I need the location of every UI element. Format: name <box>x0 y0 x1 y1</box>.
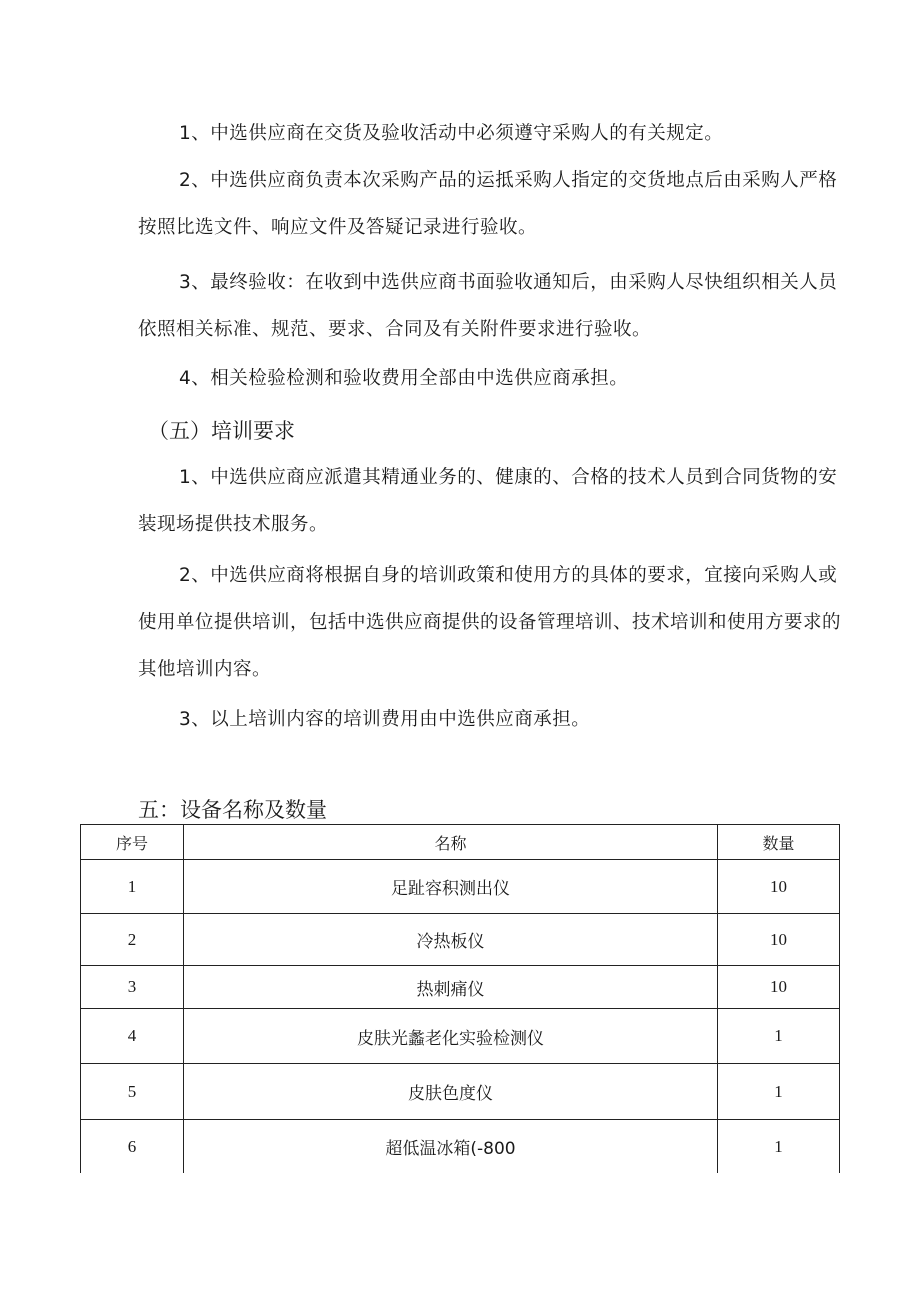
header-no: 序号 <box>81 825 184 860</box>
cell-no: 1 <box>81 860 184 914</box>
training-item-3: 3、以上培训内容的培训费用由中选供应商承担。 <box>179 709 591 730</box>
table-header-row <box>81 825 840 860</box>
table-row <box>81 966 840 1009</box>
acceptance-item-1: 1、中选供应商在交货及验收活动中必须遵守采购人的有关规定。 <box>179 123 724 144</box>
training-item-2: 2、中选供应商将根据自身的培训政策和使用方的具体的要求，宜接向采购人或使用单位提供培训，包括中选供应商提供的设备管理培训、技术培训和使用方要求的其他培训内容。 <box>138 565 842 680</box>
equipment-section-heading: 五：设备名称及数量 <box>138 798 327 822</box>
table-row <box>81 914 840 966</box>
table-row <box>81 1120 840 1174</box>
acceptance-item-3: 3、最终验收：在收到中选供应商书面验收通知后，由采购人尽快组织相关人员依照相关标准、规范、要求、合同及有关附件要求进行验收。 <box>138 272 838 340</box>
cell-no: 3 <box>81 966 184 1009</box>
cell-qty: 10 <box>718 860 840 914</box>
cell-no: 4 <box>81 1009 184 1064</box>
cell-name: 皮肤色度仪 <box>184 1064 718 1120</box>
cell-qty: 10 <box>718 966 840 1009</box>
header-name: 名称 <box>184 825 718 860</box>
cell-no: 2 <box>81 914 184 966</box>
cell-name: 超低温冰箱(-800 <box>184 1120 718 1174</box>
acceptance-item-4: 4、相关检验检测和验收费用全部由中选供应商承担。 <box>179 368 629 389</box>
cell-name: 冷热板仪 <box>184 914 718 966</box>
table-row <box>81 1064 840 1120</box>
cell-qty: 1 <box>718 1064 840 1120</box>
header-qty: 数量 <box>718 825 840 860</box>
cell-no: 5 <box>81 1064 184 1120</box>
table-row <box>81 860 840 914</box>
cell-name: 足趾容积测出仪 <box>184 860 718 914</box>
training-heading: （五）培训要求 <box>148 419 295 443</box>
cell-qty: 10 <box>718 914 840 966</box>
cell-no: 6 <box>81 1120 184 1174</box>
table-row <box>81 1009 840 1064</box>
acceptance-item-2: 2、中选供应商负责本次采购产品的运抵采购人指定的交货地点后由采购人严格按照比选文件、响应文件及答疑记录进行验收。 <box>138 170 838 238</box>
cell-name: 热刺痛仪 <box>184 966 718 1009</box>
equipment-table <box>80 824 840 1173</box>
training-item-1: 1、中选供应商应派遣其精通业务的、健康的、合格的技术人员到合同货物的安装现场提供技术服务。 <box>138 467 838 535</box>
cell-qty: 1 <box>718 1120 840 1174</box>
cell-name: 皮肤光蠡老化实验检测仪 <box>184 1009 718 1064</box>
cell-qty: 1 <box>718 1009 840 1064</box>
